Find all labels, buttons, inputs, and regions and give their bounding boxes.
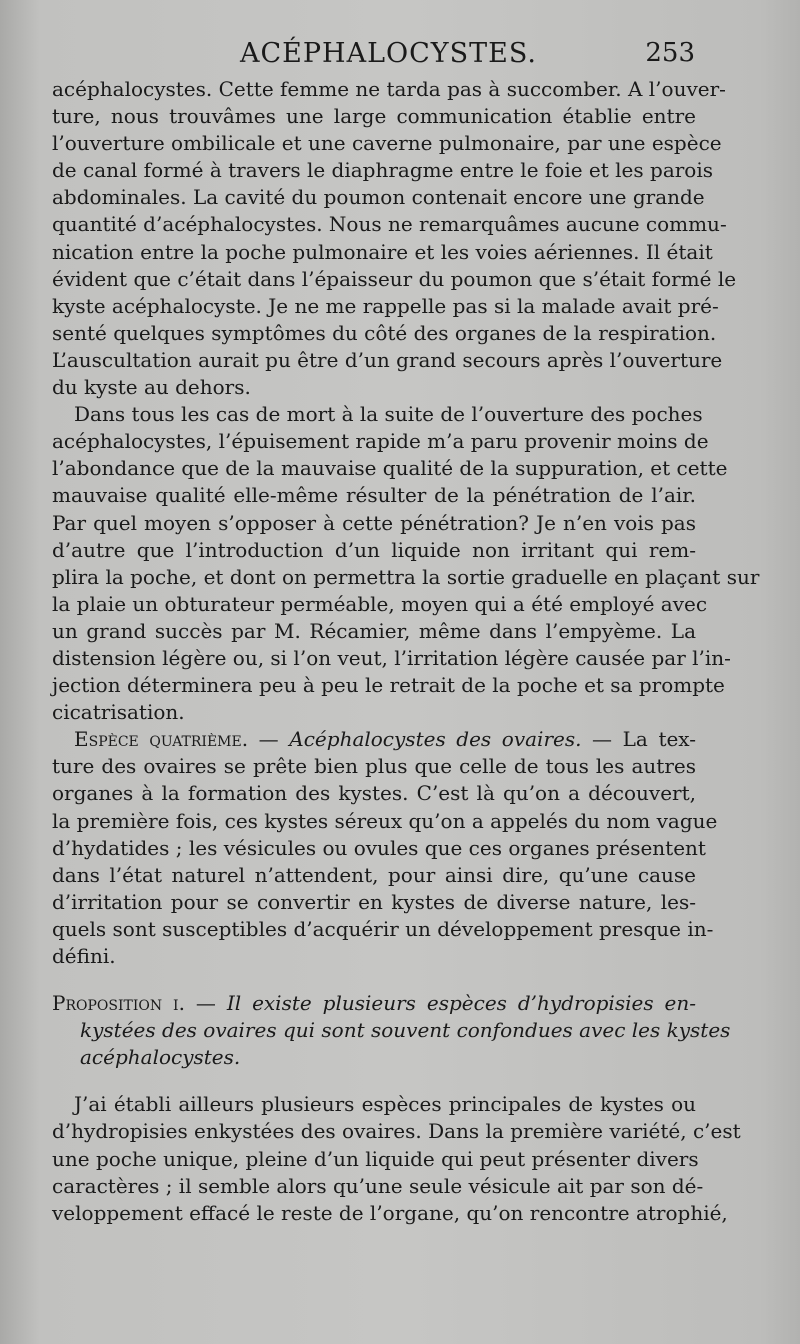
text-line: évident que c’était dans l’épaisseur du poumon que s’était formé le [52,266,737,291]
section-heading-line [52,726,696,753]
running-title: ACÉPHALOCYSTES. [240,38,537,69]
text-line: mauvaise qualité elle-même résulter de la pénétration de l’air. [52,483,696,508]
proposition-text: Il existe plusieurs espèces d’hydropisies en- [226,991,696,1016]
text-line: la première fois, ces kystes séreux qu’on a appelés du nom vague [52,808,718,833]
text-line: ture des ovaires se prête bien plus que celle de tous les autres [52,754,696,779]
text-line: L’auscultation aurait pu être d’un grand secours après l’ouverture [52,347,723,372]
proposition-dash: — [184,991,227,1016]
section-label: Espèce quatrième. [74,727,249,752]
text-line: jection déterminera peu à peu le retrait de la poche et sa prompte [52,673,725,698]
text-line: dans l’état naturel n’attendent, pour ainsi dire, qu’une cause [52,862,696,887]
text-line: Par quel moyen s’opposer à cette pénétration? Je n’en vois pas [52,510,696,535]
text-line: cicatrisation. [52,700,185,725]
text-line: acéphalocystes, l’épuisement rapide m’a paru provenir moins de [52,429,709,454]
text-line: de canal formé à travers le diaphragme entre le foie et les parois [52,158,714,183]
text-line: du kyste au dehors. [52,375,251,400]
proposition-label: Proposition i. [52,991,185,1016]
text-line: abdominales. La cavité du poumon contenait encore une grande [52,185,705,210]
text-line: l’abondance que de la mauvaise qualité de la suppuration, et cette [52,456,728,481]
spacer [52,1071,696,1091]
page-body [52,76,760,1227]
text-line: plira la poche, et dont on permettra la sortie graduelle en plaçant sur [52,564,760,589]
proposition-text-line: kystées des ovaires qui sont souvent confondues avec les kystes [80,1018,731,1043]
text-line: la plaie un obturateur perméable, moyen qui a été employé avec [52,591,708,616]
text-line: caractères ; il semble alors qu’une seule vésicule ait par son dé- [52,1173,704,1198]
text-line: kyste acéphalocyste. Je ne me rappelle pas si la malade avait pré- [52,293,719,318]
text-line: nication entre la poche pulmonaire et les voies aériennes. Il était [52,239,713,264]
text-line: un grand succès par M. Récamier, même dans l’empyème. La [52,618,696,643]
text-line: organes à la formation des kystes. C’est là qu’on a découvert, [52,781,696,806]
page-header [50,38,695,78]
section-title: Acéphalocystes des ovaires. [289,727,582,752]
text-line: d’hydropisies enkystées des ovaires. Dans la première variété, c’est [52,1119,741,1144]
section-dash: — [248,727,290,752]
text-line: senté quelques symptômes du côté des organes de la respiration. [52,320,717,345]
text-line: quels sont susceptibles d’acquérir un développement presque in- [52,916,714,941]
text-line: l’ouverture ombilicale et une caverne pulmonaire, par une espèce [52,131,722,156]
text-line: défini. [52,944,116,968]
text-line: quantité d’acéphalocystes. Nous ne remarquâmes aucune commu- [52,212,727,237]
text-line: d’autre que l’introduction d’un liquide non irritant qui rem- [52,537,696,562]
text-line: veloppement effacé le reste de l’organe, qu’on rencontre atrophié, [52,1200,728,1225]
text-line: J’ai établi ailleurs plusieurs espèces principales de kystes ou [74,1092,696,1117]
spacer [52,970,696,990]
page-number: 253 [645,38,695,68]
proposition-text-line: acéphalocystes. [80,1045,241,1070]
text-line: Dans tous les cas de mort à la suite de l’ouverture des poches [74,402,703,427]
text-line: d’hydatides ; les vésicules ou ovules que ces organes présentent [52,835,706,860]
proposition-heading-line [52,990,696,1017]
text-line: ture, nous trouvâmes une large communication établie entre [52,104,696,129]
text-line: d’irritation pour se convertir en kystes de diverse nature, les- [52,889,696,914]
text-line: une poche unique, pleine d’un liquide qui peut présenter divers [52,1146,699,1171]
section-rest: — La tex- [581,727,696,752]
text-line: acéphalocystes. Cette femme ne tarda pas à succomber. A l’ouver- [52,77,726,101]
text-line: distension légère ou, si l’on veut, l’irritation légère causée par l’in- [52,645,731,670]
